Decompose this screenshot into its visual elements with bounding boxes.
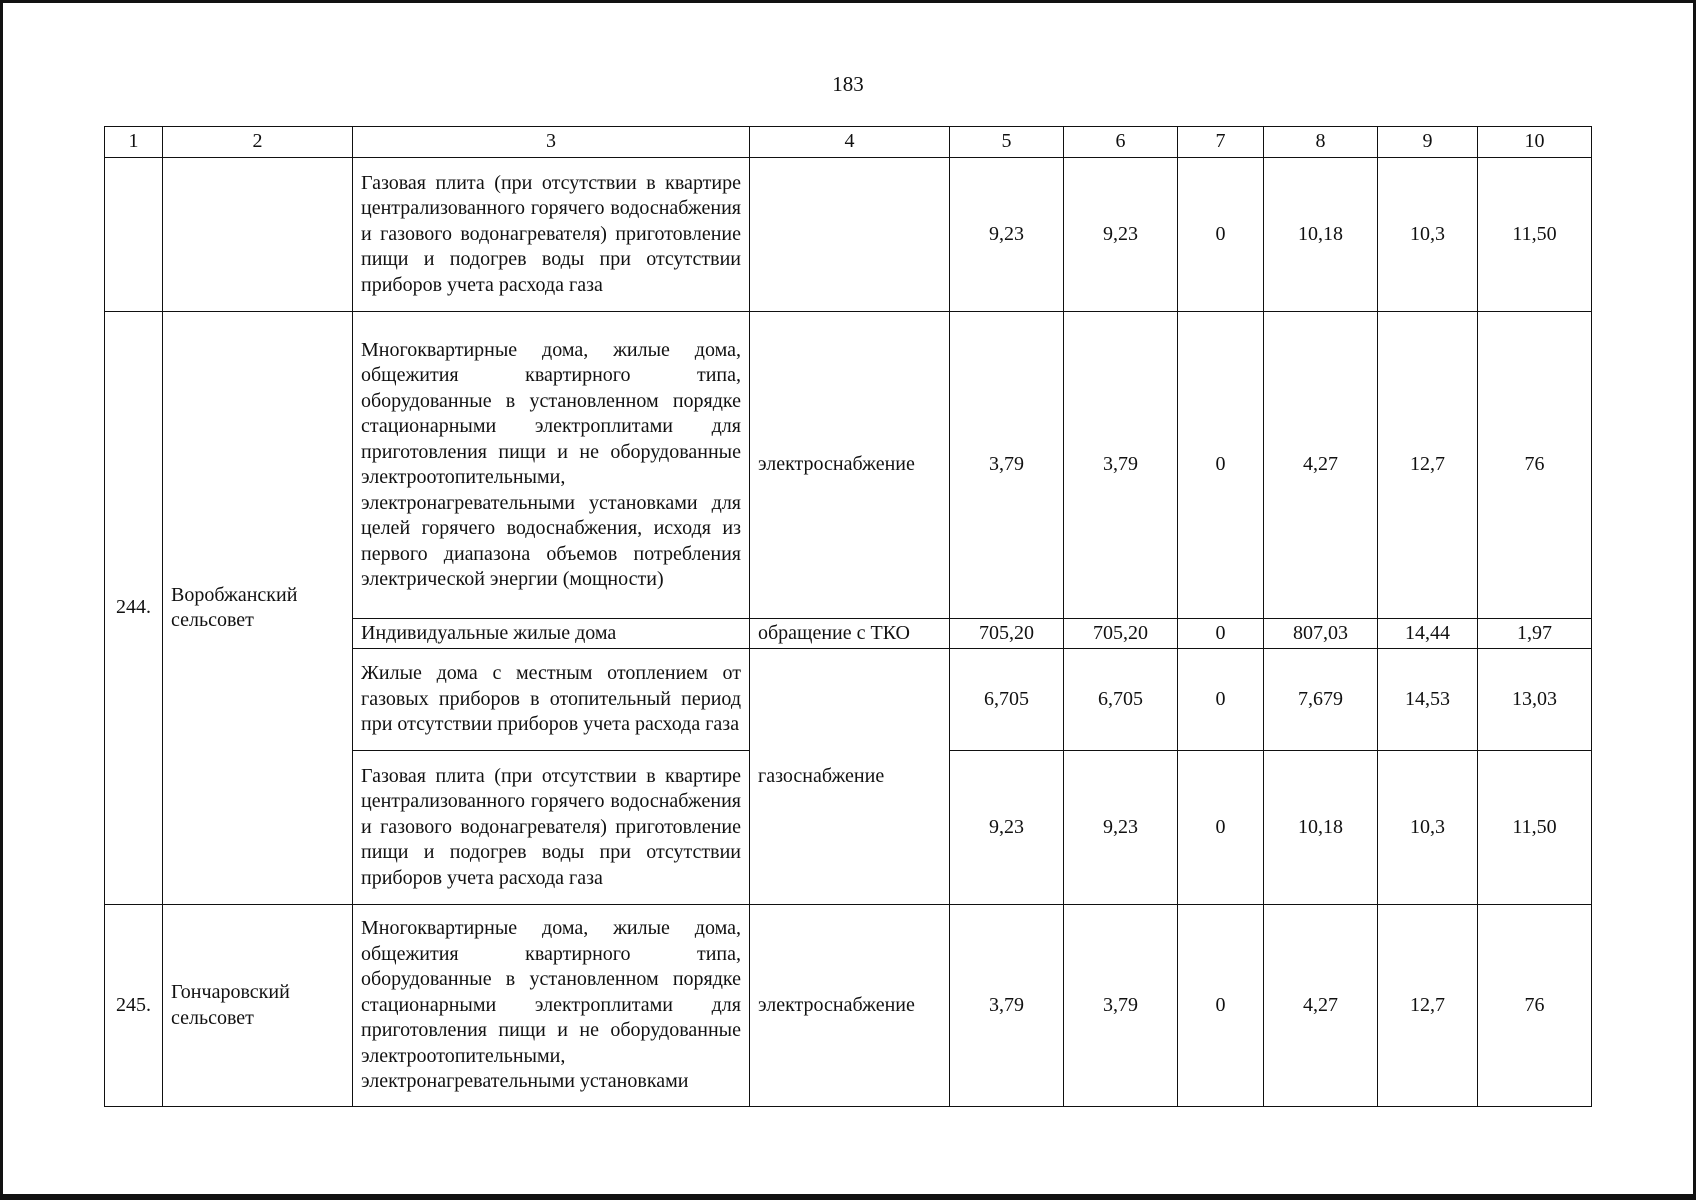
value-cell-7: 0 bbox=[1178, 619, 1264, 649]
row-number-cell: 245. bbox=[105, 905, 163, 1107]
value-cell-10: 11,50 bbox=[1478, 158, 1592, 312]
service-cell bbox=[750, 158, 950, 312]
header-cell: 8 bbox=[1264, 127, 1378, 158]
value-cell-9: 14,53 bbox=[1378, 649, 1478, 751]
consumer-category-cell: Газовая плита (при отсутствии в квартире централизованного горячего водоснабжения и газового водонагревателя) приготовление пищи и подогрев воды при отсутствии приборов учета расхода газа bbox=[353, 158, 750, 312]
settlement-cell bbox=[163, 158, 353, 312]
value-cell-5: 9,23 bbox=[950, 158, 1064, 312]
value-cell-6: 9,23 bbox=[1064, 158, 1178, 312]
value-cell-5: 3,79 bbox=[950, 905, 1064, 1107]
table-row bbox=[105, 158, 1592, 312]
service-cell: электроснабжение bbox=[750, 312, 950, 619]
consumer-category-cell: Жилые дома с местным отоплением от газовых приборов в отопительный период при отсутствии приборов учета расхода газа bbox=[353, 649, 750, 751]
value-cell-7: 0 bbox=[1178, 649, 1264, 751]
value-cell-8: 4,27 bbox=[1264, 905, 1378, 1107]
consumer-category-cell: Многоквартирные дома, жилые дома, общежития квартирного типа, оборудованные в установленном порядке стационарными электроплитами для приготовления пищи и не оборудованные электроотопительными, электронагревательными установками для целей горячего водоснабжения, исходя из первого диапазона объемов потребления электрической энергии (мощности) bbox=[353, 312, 750, 619]
value-cell-10: 11,50 bbox=[1478, 751, 1592, 905]
value-cell-9: 14,44 bbox=[1378, 619, 1478, 649]
header-cell: 5 bbox=[950, 127, 1064, 158]
value-cell-7: 0 bbox=[1178, 751, 1264, 905]
consumer-category-cell: Многоквартирные дома, жилые дома, общежития квартирного типа, оборудованные в установленном порядке стационарными электроплитами для приготовления пищи и не оборудованные электроотопительными, электронагревательными установками bbox=[353, 905, 750, 1107]
value-cell-9: 12,7 bbox=[1378, 312, 1478, 619]
service-cell: электроснабжение bbox=[750, 905, 950, 1107]
row-number-cell: 244. bbox=[105, 312, 163, 905]
tariff-table bbox=[104, 126, 1592, 1107]
value-cell-6: 705,20 bbox=[1064, 619, 1178, 649]
value-cell-6: 3,79 bbox=[1064, 905, 1178, 1107]
value-cell-10: 13,03 bbox=[1478, 649, 1592, 751]
table-header-row bbox=[105, 127, 1592, 158]
scan-border-top bbox=[0, 0, 1696, 3]
value-cell-7: 0 bbox=[1178, 158, 1264, 312]
settlement-cell: Гончаровский сельсовет bbox=[163, 905, 353, 1107]
value-cell-10: 76 bbox=[1478, 905, 1592, 1107]
header-cell: 7 bbox=[1178, 127, 1264, 158]
header-cell: 9 bbox=[1378, 127, 1478, 158]
value-cell-10: 1,97 bbox=[1478, 619, 1592, 649]
consumer-category-cell: Индивидуальные жилые дома bbox=[353, 619, 750, 649]
scan-border-left bbox=[0, 0, 3, 1200]
table-row bbox=[105, 905, 1592, 1107]
header-cell: 6 bbox=[1064, 127, 1178, 158]
value-cell-8: 4,27 bbox=[1264, 312, 1378, 619]
value-cell-6: 9,23 bbox=[1064, 751, 1178, 905]
scan-border-bottom bbox=[0, 1194, 1696, 1200]
table-row bbox=[105, 312, 1592, 619]
service-cell: газоснабжение bbox=[750, 649, 950, 905]
settlement-cell: Воробжанский сельсовет bbox=[163, 312, 353, 905]
value-cell-8: 7,679 bbox=[1264, 649, 1378, 751]
value-cell-9: 12,7 bbox=[1378, 905, 1478, 1107]
value-cell-6: 3,79 bbox=[1064, 312, 1178, 619]
header-cell: 4 bbox=[750, 127, 950, 158]
value-cell-5: 3,79 bbox=[950, 312, 1064, 619]
value-cell-6: 6,705 bbox=[1064, 649, 1178, 751]
value-cell-8: 10,18 bbox=[1264, 158, 1378, 312]
service-cell: обращение с ТКО bbox=[750, 619, 950, 649]
value-cell-5: 9,23 bbox=[950, 751, 1064, 905]
row-number-cell bbox=[105, 158, 163, 312]
header-cell: 3 bbox=[353, 127, 750, 158]
value-cell-5: 705,20 bbox=[950, 619, 1064, 649]
value-cell-9: 10,3 bbox=[1378, 751, 1478, 905]
header-cell: 1 bbox=[105, 127, 163, 158]
header-cell: 2 bbox=[163, 127, 353, 158]
value-cell-8: 10,18 bbox=[1264, 751, 1378, 905]
consumer-category-cell: Газовая плита (при отсутствии в квартире централизованного горячего водоснабжения и газового водонагревателя) приготовление пищи и подогрев воды при отсутствии приборов учета расхода газа bbox=[353, 751, 750, 905]
value-cell-10: 76 bbox=[1478, 312, 1592, 619]
value-cell-7: 0 bbox=[1178, 905, 1264, 1107]
value-cell-9: 10,3 bbox=[1378, 158, 1478, 312]
value-cell-7: 0 bbox=[1178, 312, 1264, 619]
value-cell-5: 6,705 bbox=[950, 649, 1064, 751]
page-number: 183 bbox=[832, 72, 864, 96]
header-cell: 10 bbox=[1478, 127, 1592, 158]
value-cell-8: 807,03 bbox=[1264, 619, 1378, 649]
